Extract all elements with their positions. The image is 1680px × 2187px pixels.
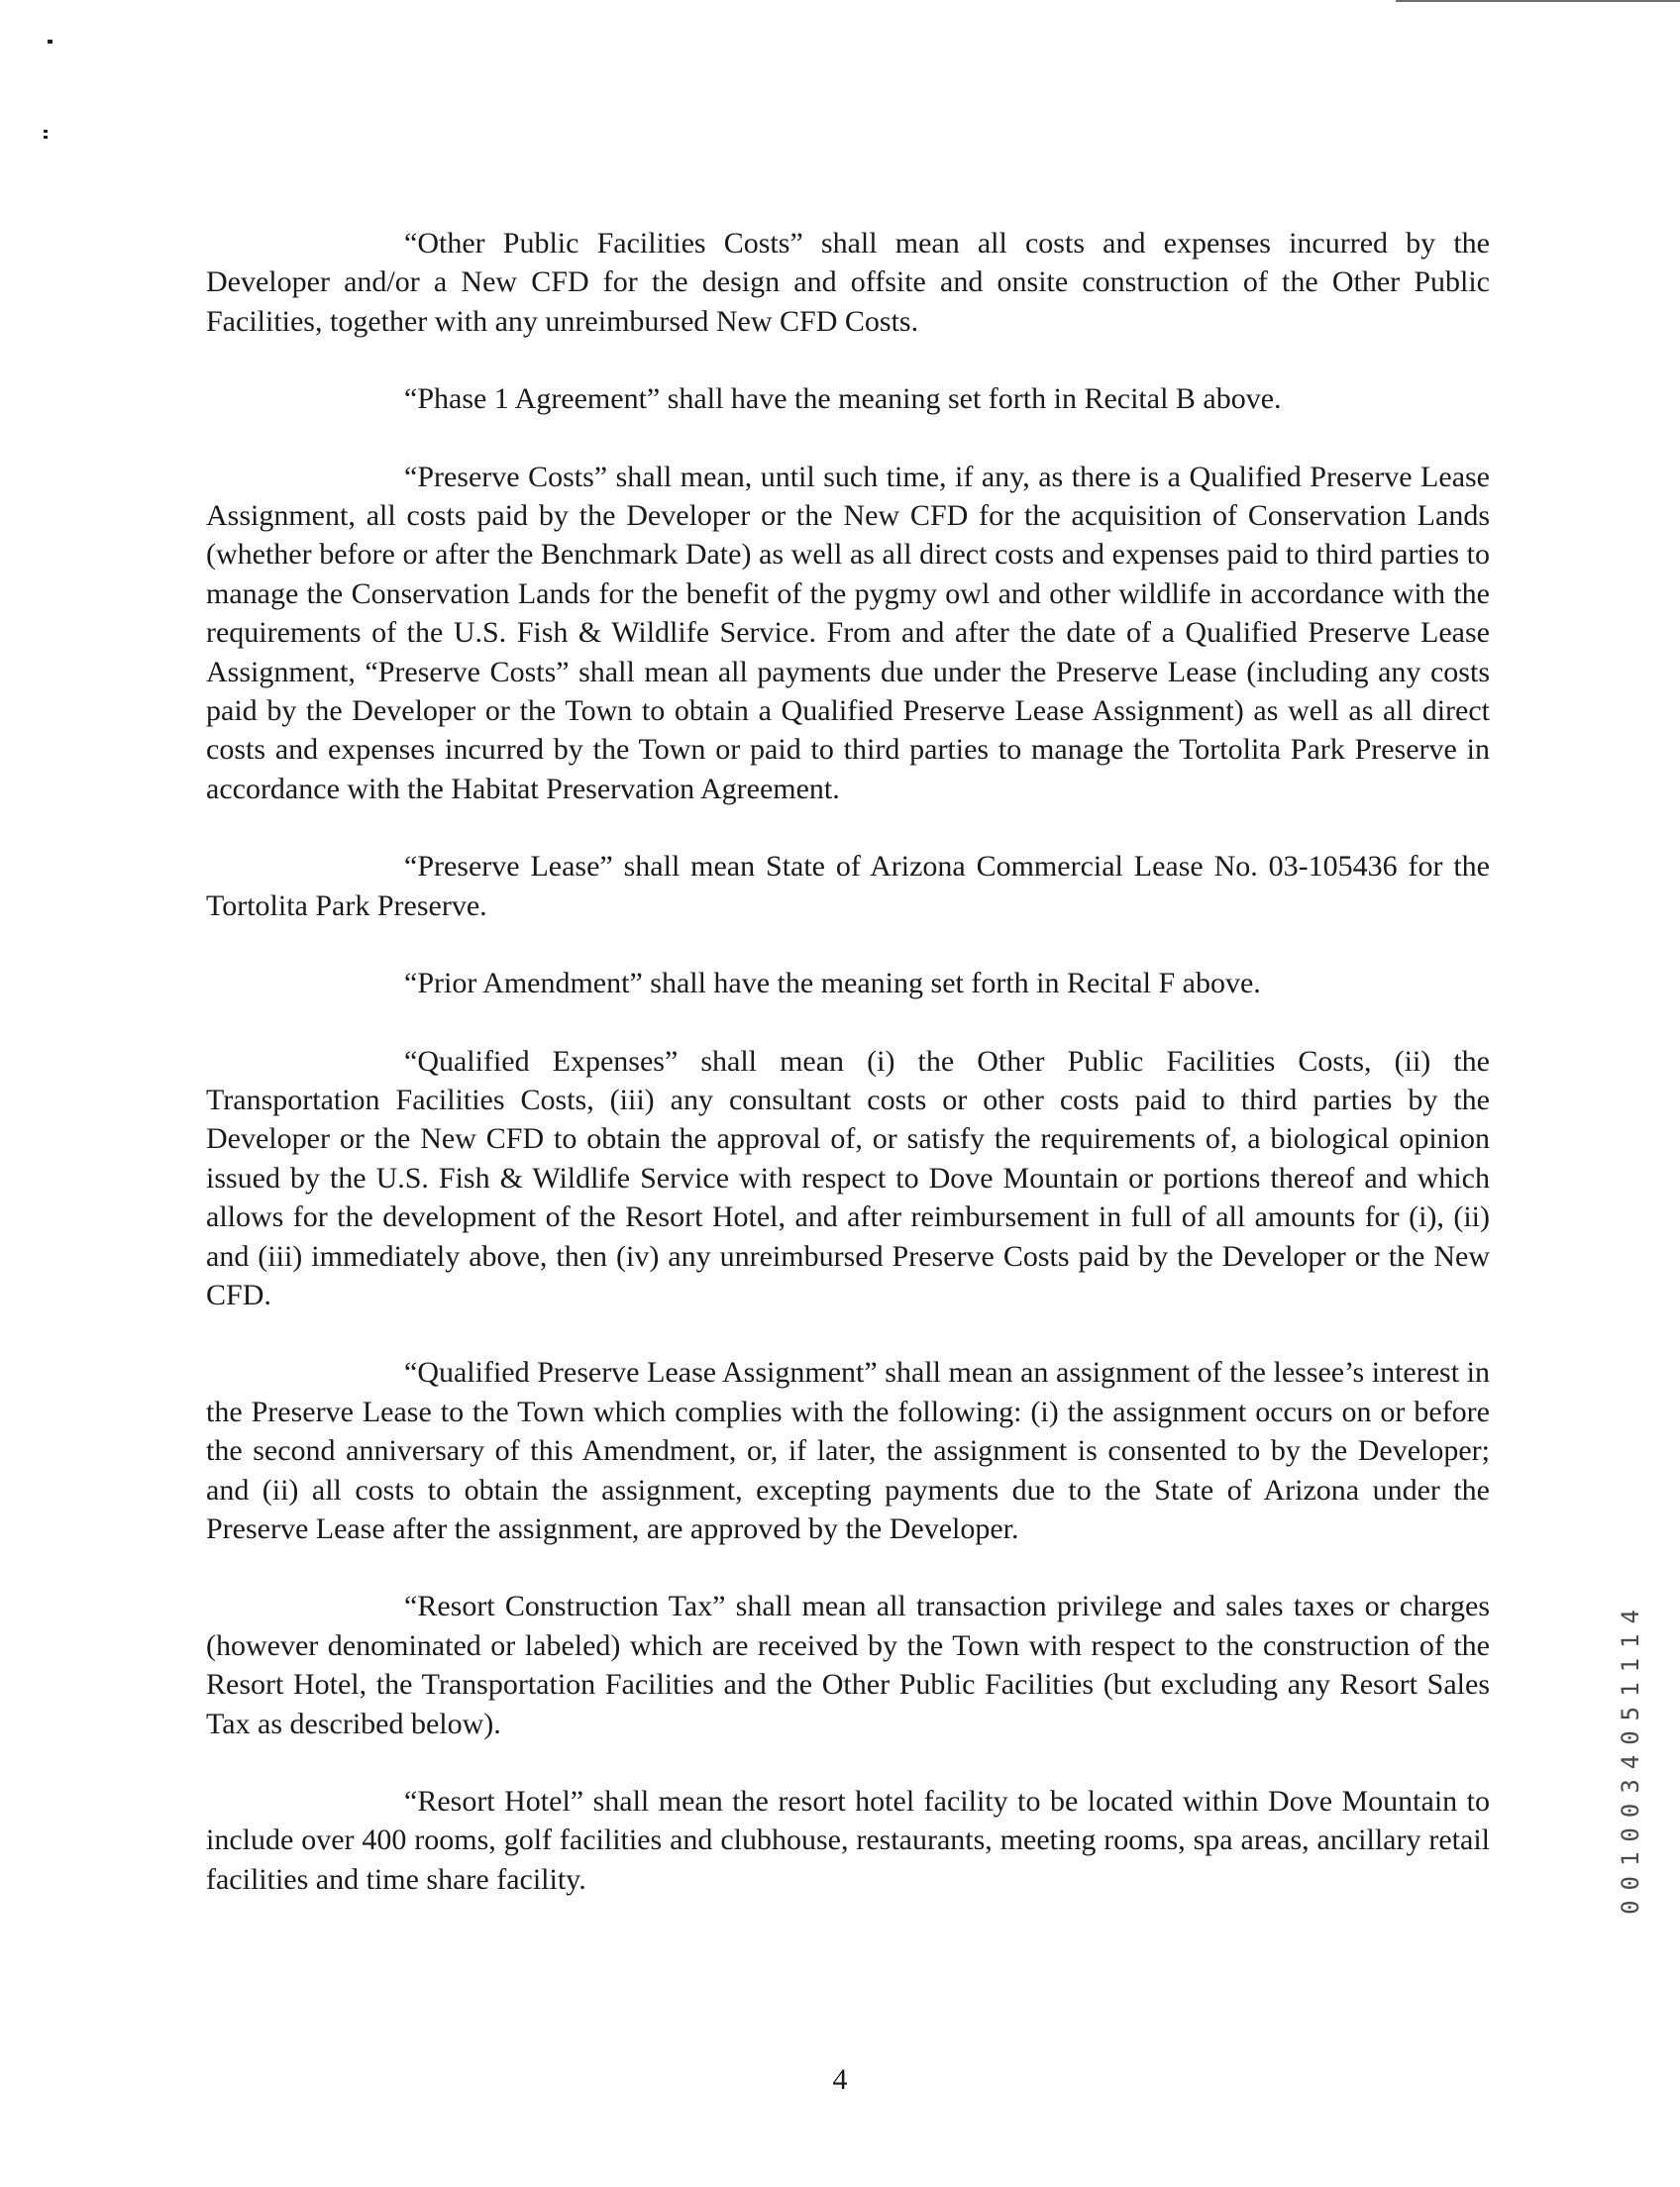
scan-speck <box>48 40 52 44</box>
margin-stamp-number: 0010034051114 <box>1617 1600 1644 1915</box>
definition-phase-1-agreement: “Phase 1 Agreement” shall have the meaning set forth in Recital B above. <box>404 382 1282 416</box>
definition-qualified-expenses: “Qualified Expenses” shall mean (i) the Other Public Facilities Costs, (ii) the Transportation Facilities Costs, (iii) any consultant costs or other costs paid to third parties by the Developer or the New CFD to obtain the approval of, or satisfy the requirements of, a biological opinion issued by the U.S. Fish & Wildlife Service with respect to Dove Mountain or portions thereof and which allows for the development of the Resort Hotel, and after reimbursement in full of all amounts for (i), (ii) and (iii) immediately above, then (iv) any unreimbursed Preserve Costs paid by the Developer or the New CFD. <box>206 1044 1490 1311</box>
definition-preserve-costs: “Preserve Costs” shall mean, until such time, if any, as there is a Qualified Preserve Lease Assignment, all costs paid by the Developer or the New CFD for the acquisition of Conservation Lands (whether before or after the Benchmark Date) as well as all direct costs and expenses paid to third parties to manage the Conservation Lands for the benefit of the pygmy owl and other wildlife in accordance with the requirements of the U.S. Fish & Wildlife Service. From and after the date of a Qualified Preserve Lease Assignment, “Preserve Costs” shall mean all payments due under the Preserve Lease (including any costs paid by the Developer or the Town to obtain a Qualified Preserve Lease Assignment) as well as all direct costs and expenses incurred by the Town or paid to third parties to manage the Tortolita Park Preserve in accordance with the Habitat Preservation Agreement. <box>206 460 1490 805</box>
definition-other-public-facilities-costs: “Other Public Facilities Costs” shall mean all costs and expenses incurred by the Developer and/or a New CFD for the design and offsite and onsite construction of the Other Public Facilities, together with any unreimbursed New CFD Costs. <box>206 227 1490 338</box>
top-edge-rule <box>1396 0 1680 2</box>
scan-speck <box>44 130 48 133</box>
page-number: 4 <box>832 2063 848 2096</box>
scan-speck <box>44 136 48 139</box>
definition-qualified-preserve-lease-assignment: “Qualified Preserve Lease Assignment” shall mean an assignment of the lessee’s interest in the Preserve Lease to the Town which complies with the following: (i) the assignment occurs on or before the second anniversary of this Amendment, or, if later, the assignment is consented to by the Developer; and (ii) all costs to obtain the assignment, excepting payments due to the State of Arizona under the Preserve Lease after the assignment, are approved by the Developer. <box>206 1356 1490 1545</box>
definition-resort-construction-tax: “Resort Construction Tax” shall mean all transaction privilege and sales taxes or charges (however denominated or labeled) which are received by the Town with respect to the construction of the Resort Hotel, the Transportation Facilities and the Other Public Facilities (but excluding any Resort Sales Tax as described below). <box>206 1590 1490 1740</box>
definition-resort-hotel: “Resort Hotel” shall mean the resort hotel facility to be located within Dove Mountain to include over 400 rooms, golf facilities and clubhouse, restaurants, meeting rooms, spa areas, ancillary retail facilities and time share facility. <box>206 1785 1490 1896</box>
definition-preserve-lease: “Preserve Lease” shall mean State of Arizona Commercial Lease No. 03-105436 for the Tortolita Park Preserve. <box>206 850 1490 922</box>
definition-prior-amendment: “Prior Amendment” shall have the meaning set forth in Recital F above. <box>404 967 1261 1000</box>
document-body <box>206 224 1490 1899</box>
margin-record-stamp <box>1607 1583 1654 1931</box>
